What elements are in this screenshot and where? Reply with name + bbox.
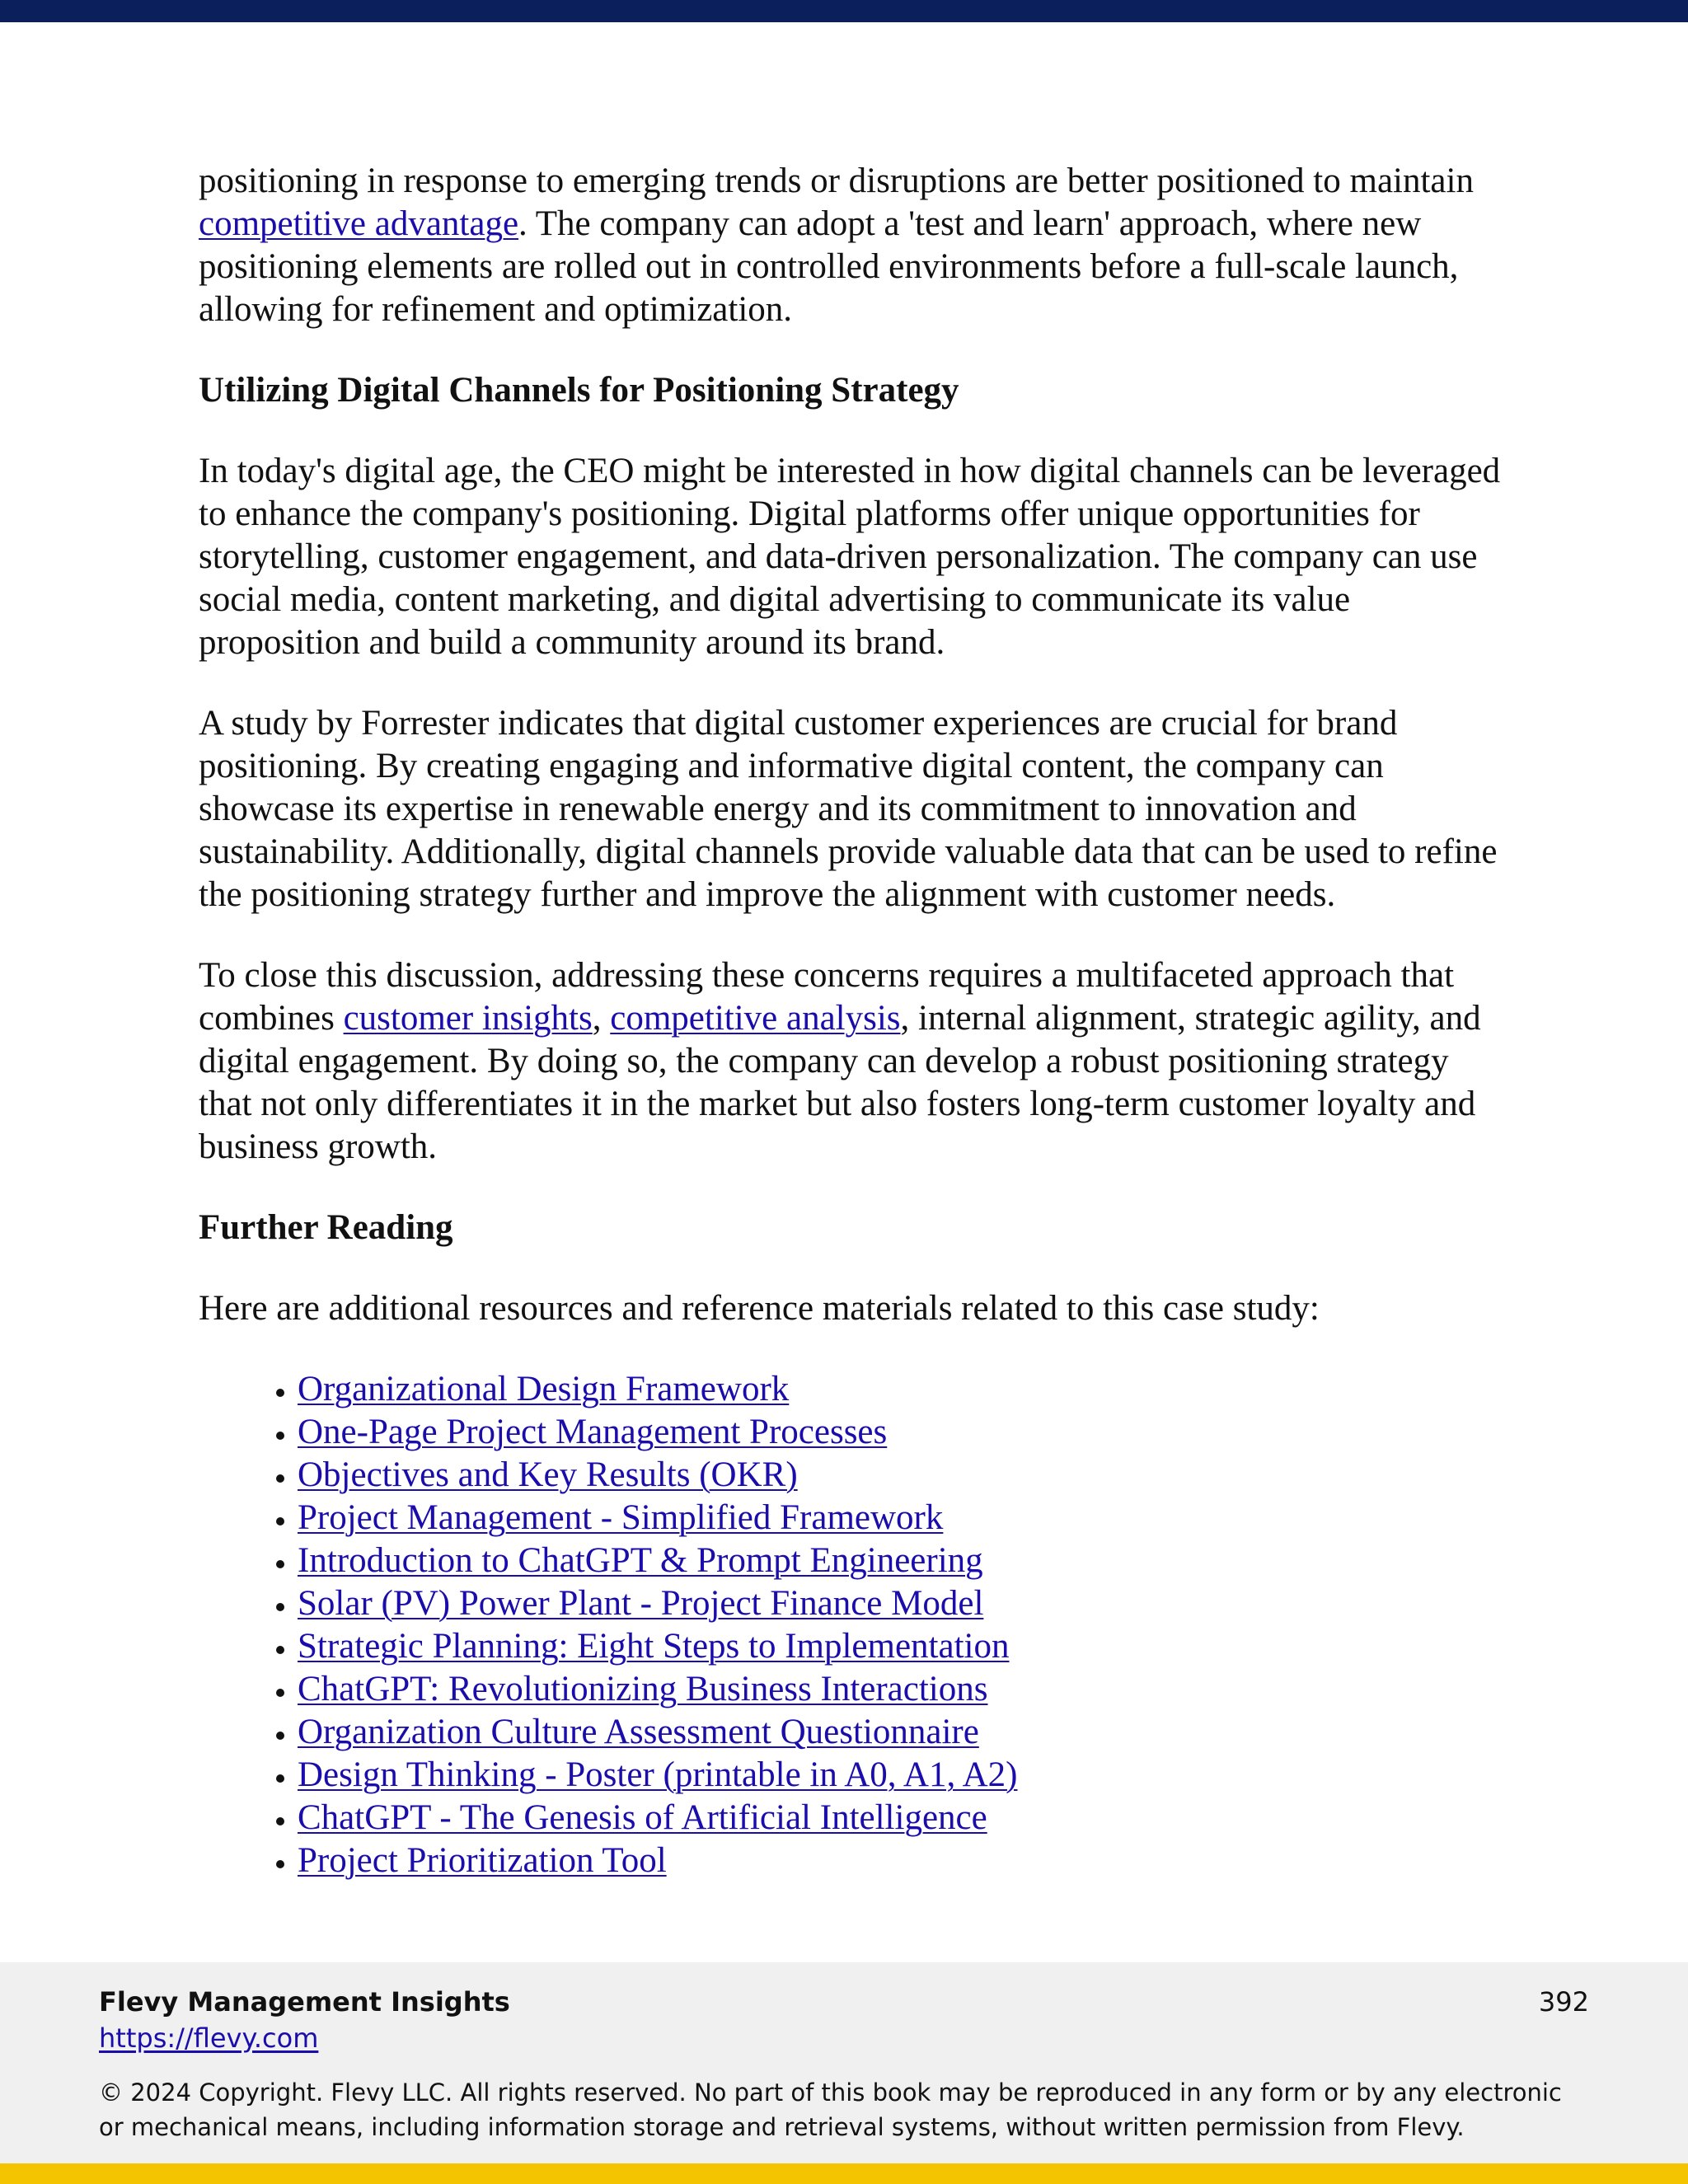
paragraph-text: , internal alignment, strategic agility, and digital engagement. By doing so, the company can develop a robust positioning strategy that not only differentiates it in the market but also fosters long-term customer loyalty and business growth.: [199, 999, 1481, 1166]
paragraph-digital-age: In today's digital age, the CEO might be interested in how digital channels can be leveraged to enhance the company's positioning. Digital platforms offer unique opportunities for storytelling, customer engagement, and data-driven personalization. The company can use social media, content marketing, and digital advertising to communicate its value proposition and build a community around its brand.: [199, 452, 1501, 662]
paragraph-conclusion: [199, 954, 1509, 1169]
heading-digital-channels: Utilizing Digital Channels for Positioning Strategy: [199, 371, 959, 410]
further-reading-list: [199, 1368, 1509, 1882]
link-competitive-analysis[interactable]: competitive analysis: [610, 999, 901, 1038]
page-content: [199, 160, 1509, 1882]
list-item: [298, 1625, 1509, 1668]
footer-brand: Flevy Management Insights: [99, 1986, 510, 2018]
reading-link[interactable]: Solar (PV) Power Plant - Project Finance Model: [298, 1584, 984, 1623]
list-item: [298, 1411, 1509, 1454]
paragraph-forrester-study: A study by Forrester indicates that digital customer experiences are crucial for brand positioning. By creating engaging and informative digital content, the company can showcase its expertise in renewable energy and its commitment to innovation and sustainability. Additionally, digital channels provide valuable data that can be used to refine the positioning strategy further and improve the alignment with customer needs.: [199, 704, 1498, 914]
list-item: [298, 1797, 1509, 1840]
page-footer: [0, 1962, 1688, 2163]
list-item: [298, 1582, 1509, 1625]
reading-link[interactable]: Design Thinking - Poster (printable in A0, A1, A2): [298, 1755, 1018, 1794]
list-item: [298, 1497, 1509, 1540]
bottom-accent-bar: [0, 2163, 1688, 2184]
reading-link[interactable]: Objectives and Key Results (OKR): [298, 1455, 798, 1494]
reading-link[interactable]: ChatGPT: Revolutionizing Business Interactions: [298, 1670, 988, 1708]
link-customer-insights[interactable]: customer insights: [343, 999, 593, 1038]
copyright-notice: © 2024 Copyright. Flevy LLC. All rights reserved. No part of this book may be reproduced in any form or by any electronic or mechanical means, including information storage and retrieval systems, without written permission from Flevy.: [99, 2079, 1562, 2141]
paragraph-text: To close this discussion, addressing these concerns requires a multifaceted approach that combines: [199, 956, 1455, 1038]
list-item: [298, 1711, 1509, 1754]
reading-link[interactable]: Strategic Planning: Eight Steps to Implementation: [298, 1627, 1010, 1666]
list-item: [298, 1668, 1509, 1711]
list-item: [298, 1368, 1509, 1411]
reading-link[interactable]: Organizational Design Framework: [298, 1370, 790, 1408]
reading-link[interactable]: Project Management - Simplified Framework: [298, 1498, 944, 1537]
page-number: 392: [1538, 1986, 1589, 2018]
top-accent-bar: [0, 0, 1688, 22]
list-item: [298, 1540, 1509, 1582]
list-item: [298, 1754, 1509, 1797]
paragraph-text: ,: [592, 999, 611, 1038]
paragraph-positioning-agility: [199, 160, 1509, 331]
paragraph-text: positioning in response to emerging trends or disruptions are better positioned to maintain: [199, 162, 1474, 200]
list-item: [298, 1840, 1509, 1882]
footer-url-link[interactable]: https://flevy.com: [99, 2022, 319, 2054]
heading-further-reading: Further Reading: [199, 1208, 453, 1247]
paragraph-text: . The company can adopt a 'test and learn' approach, where new positioning elements are rolled out in controlled environments before a full-scale launch, allowing for refinement and optimization.: [199, 204, 1459, 329]
list-item: [298, 1454, 1509, 1497]
reading-link[interactable]: ChatGPT - The Genesis of Artificial Intelligence: [298, 1798, 987, 1837]
link-competitive-advantage[interactable]: competitive advantage: [199, 204, 519, 243]
paragraph-resources-intro: Here are additional resources and reference materials related to this case study:: [199, 1289, 1320, 1328]
reading-link[interactable]: Project Prioritization Tool: [298, 1841, 667, 1880]
reading-link[interactable]: One-Page Project Management Processes: [298, 1413, 888, 1451]
reading-link[interactable]: Organization Culture Assessment Questionnaire: [298, 1713, 979, 1751]
reading-link[interactable]: Introduction to ChatGPT & Prompt Engineering: [298, 1541, 983, 1580]
